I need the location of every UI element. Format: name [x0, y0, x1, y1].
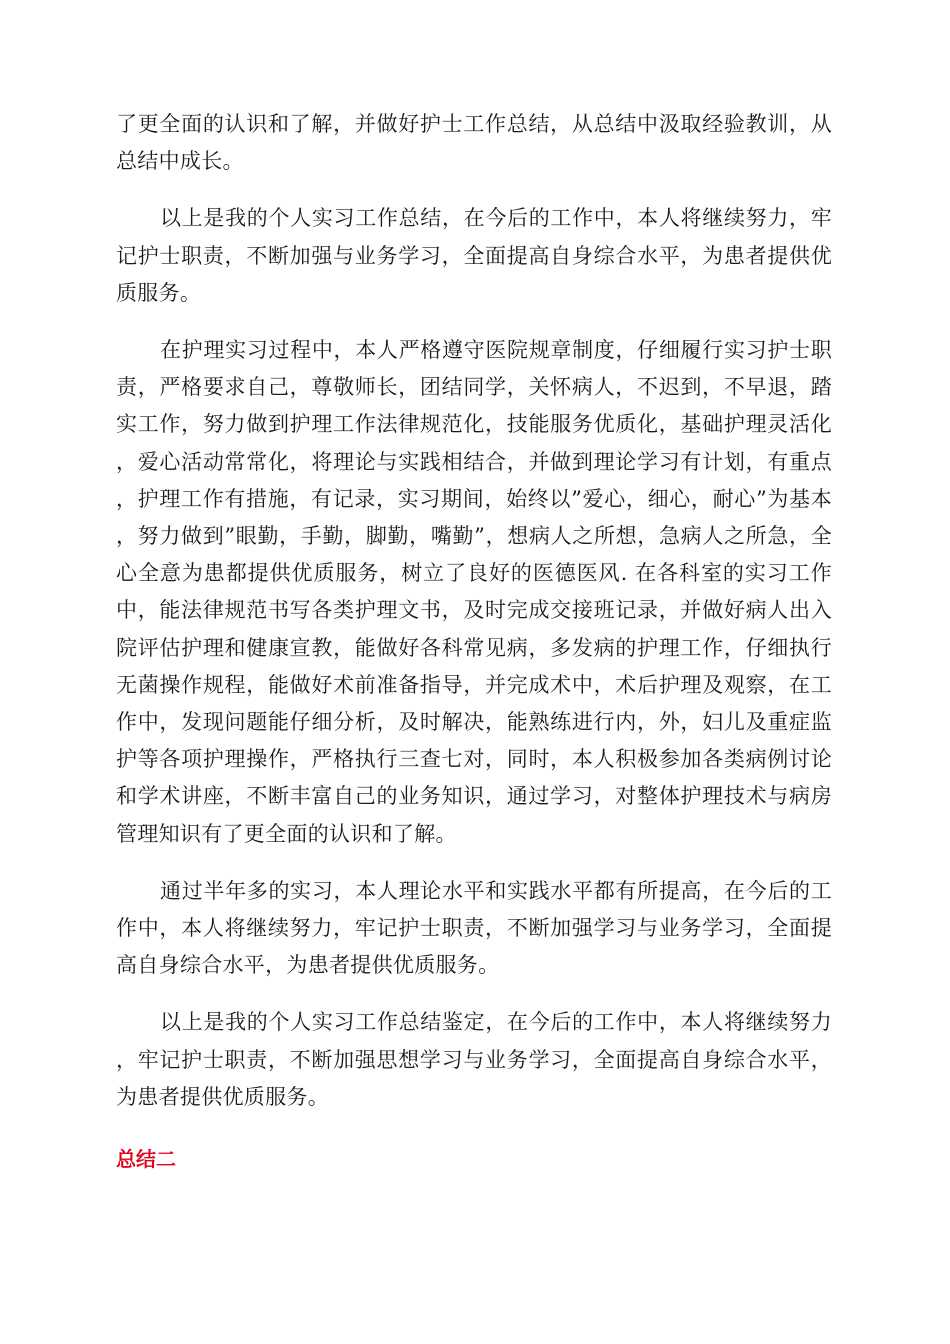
paragraph-appraisal: 以上是我的个人实习工作总结鉴定，在今后的工作中，本人将继续努力，牢记护士职责，不断加强思想学习与业务学习，全面提高自身综合水平，为患者提供优质服务。 [116, 1010, 832, 1109]
document-page [116, 106, 832, 1174]
paragraph-internship-details: 在护理实习过程中，本人严格遵守医院规章制度，仔细履行实习护士职责，严格要求自己，尊敬师长，团结同学，关怀病人，不迟到，不早退，踏实工作，努力做到护理工作法律规范化，技能服务优质化，基础护理灵活化，爱心活动常常化，将理论与实践相结合，并做到理论学习有计划，有重点，护理工作有措施，有记录，实习期间，始终以”爱心，细心，耐心”为基本，努力做到”眼勤，手勤，脚勤，嘴勤”，想病人之所想，急病人之所急，全心全意为患都提供优质服务，树立了良好的医德医风. 在各科室的实习工作中，能法律规范书写各类护理文书，及时完成交接班记录，并做好病人出入院评估护理和健康宣教，能做好各科常见病，多发病的护理工作，仔细执行无菌操作规程，能做好术前准备指导，并完成术中，术后护理及观察，在工作中，发现问题能仔细分析，及时解决，能熟练进行内，外，妇儿及重症监护等各项护理操作，严格执行三查七对，同时，本人积极参加各类病例讨论和学术讲座，不断丰富自己的业务知识，通过学习，对整体护理技术与病房管理知识有了更全面的认识和了解。 [116, 338, 832, 846]
paragraph-progress: 通过半年多的实习，本人理论水平和实践水平都有所提高，在今后的工作中，本人将继续努力，牢记护士职责，不断加强学习与业务学习，全面提高自身综合水平，为患者提供优质服务。 [116, 878, 832, 978]
paragraph-summary: 以上是我的个人实习工作总结，在今后的工作中，本人将继续努力，牢记护士职责，不断加强与业务学习，全面提高自身综合水平，为患者提供优质服务。 [116, 206, 832, 305]
paragraph-continuation: 了更全面的认识和了解，并做好护士工作总结，从总结中汲取经验教训，从总结中成长。 [116, 112, 832, 174]
section-heading: 总结二 [116, 1147, 176, 1172]
